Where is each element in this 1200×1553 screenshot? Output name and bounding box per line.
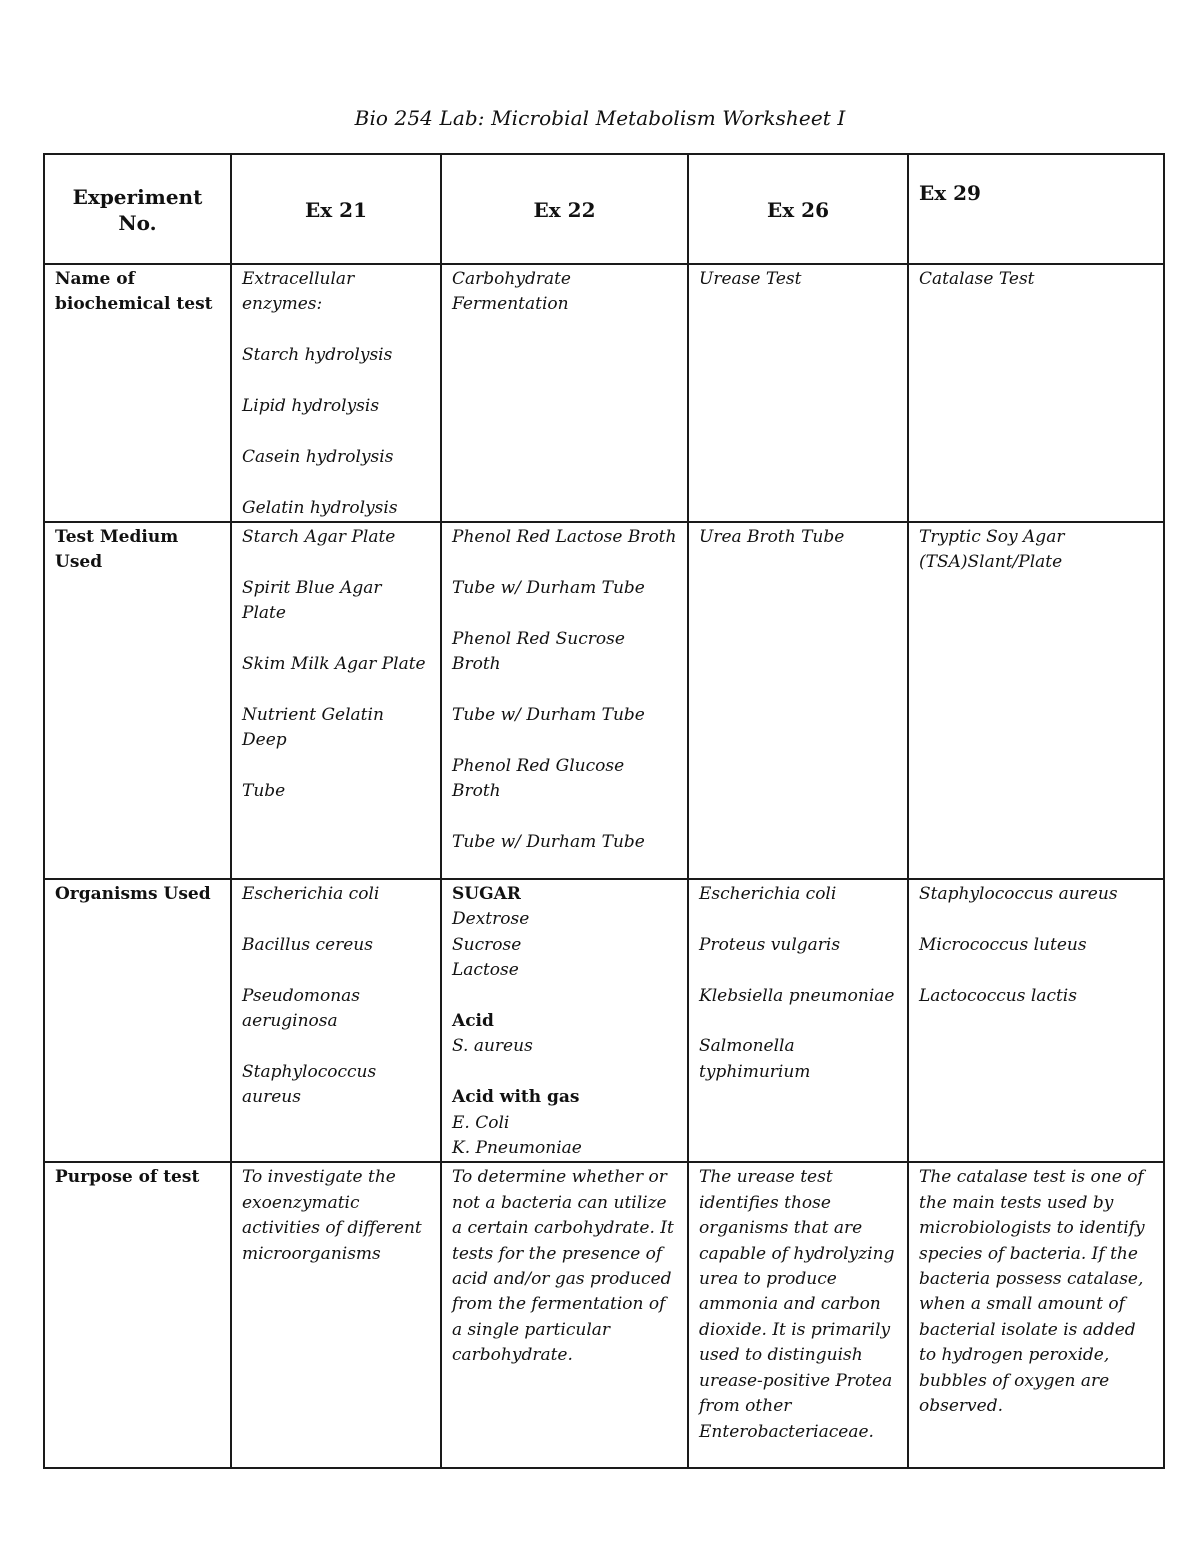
cell-line: Lipid hydrolysis — [242, 396, 380, 416]
cell-line: Escherichia coli — [242, 884, 380, 904]
cell-line: Starch Agar Plate — [242, 527, 396, 547]
acid-gas-heading: Acid with gas — [452, 1087, 580, 1108]
cell-name-ex26: Urease Test — [688, 264, 908, 522]
cell-purpose-ex26: The urease test identifies those organisms that are capable of hydrolyzing urea to produce ammonia and carbon dioxide. It is primarily used to distinguish urease-positive Protea from other Enterobacteriaceae. — [688, 1162, 908, 1468]
cell-line: Gelatin hydrolysis — [242, 497, 398, 518]
cell-line: Spirit Blue Agar Plate — [242, 577, 382, 624]
cell-line: Staphylococcus aureus — [242, 1061, 377, 1108]
row-label: Name of biochemical test — [44, 264, 231, 522]
cell-line: Escherichia coli — [699, 884, 837, 904]
cell-line: Starch hydrolysis — [242, 345, 393, 366]
header-experiment-no: Experiment No. — [44, 154, 231, 264]
cell-line: E. Coli — [452, 1112, 510, 1133]
cell-line: Casein hydrolysis — [242, 446, 394, 467]
cell-line: Tube w/ Durham Tube — [452, 831, 645, 852]
cell-purpose-ex22: To determine whether or not a bacteria can utilize a certain carbohydrate. It tests for the presence of acid and/or gas produced from the fermentation of a single particular carbohydrate. — [441, 1162, 688, 1468]
acid-heading: Acid — [452, 1011, 494, 1032]
header-row — [44, 154, 1164, 264]
cell-name-ex22: Carbohydrate Fermentation — [441, 264, 688, 522]
cell-medium-ex29: Tryptic Soy Agar (TSA)Slant/Plate — [908, 522, 1164, 879]
cell-line: Proteus vulgaris — [699, 934, 841, 955]
cell-line: Bacillus cereus — [242, 934, 373, 955]
header-ex22: Ex 22 — [441, 154, 688, 264]
cell-line: K. Pneumoniae — [452, 1138, 582, 1159]
cell-line: Nutrient Gelatin Deep — [242, 704, 384, 751]
cell-line: Staphylococcus aureus — [919, 884, 1118, 904]
row-organisms — [44, 879, 1164, 1162]
page-title: Bio 254 Lab: Microbial Metabolism Worksheet I — [354, 106, 846, 130]
sugar-heading: SUGAR — [452, 884, 521, 904]
cell-purpose-ex29: The catalase test is one of the main tests used by microbiologists to identify species of bacteria. If the bacteria possess catalase, when a small amount of bacterial isolate is added to hydrogen peroxide, bubbles of oxygen are observed. — [908, 1162, 1164, 1468]
cell-line: Extracellular enzymes: — [242, 269, 355, 315]
cell-purpose-ex21: To investigate the exoenzymatic activities of different microorganisms — [231, 1162, 441, 1468]
cell-line: Tube w/ Durham Tube — [452, 577, 645, 598]
cell-organisms-ex22 — [441, 879, 688, 1162]
row-label: Test Medium Used — [44, 522, 231, 879]
cell-line: Dextrose — [452, 909, 530, 930]
header-ex26: Ex 26 — [688, 154, 908, 264]
cell-line: Tube — [242, 781, 286, 801]
cell-line: Pseudomonas aeruginosa — [242, 985, 360, 1031]
cell-line: Lactococcus lactis — [919, 985, 1077, 1006]
cell-medium-ex21 — [231, 522, 441, 879]
cell-organisms-ex26 — [688, 879, 908, 1162]
row-purpose — [44, 1162, 1164, 1468]
cell-line: Phenol Red Sucrose Broth — [452, 628, 625, 674]
cell-organisms-ex29 — [908, 879, 1164, 1162]
header-ex21: Ex 21 — [231, 154, 441, 264]
cell-line: Micrococcus luteus — [919, 934, 1087, 955]
row-test-medium — [44, 522, 1164, 879]
cell-name-ex21 — [231, 264, 441, 522]
cell-line: Phenol Red Lactose Broth — [452, 527, 677, 547]
cell-line: Lactose — [452, 960, 519, 981]
cell-line: Klebsiella pneumoniae — [699, 985, 895, 1006]
cell-medium-ex22 — [441, 522, 688, 879]
row-label: Organisms Used — [44, 879, 231, 1162]
cell-organisms-ex21 — [231, 879, 441, 1162]
cell-line: S. aureus — [452, 1036, 533, 1057]
row-label: Purpose of test — [44, 1162, 231, 1468]
row-test-name — [44, 264, 1164, 522]
header-ex29: Ex 29 — [908, 154, 1164, 264]
cell-line: Tube w/ Durham Tube — [452, 704, 645, 725]
cell-line: Sucrose — [452, 934, 522, 955]
worksheet-table — [43, 153, 1165, 1469]
cell-name-ex29: Catalase Test — [908, 264, 1164, 522]
cell-line: Salmonella typhimurium — [699, 1036, 811, 1082]
cell-medium-ex26: Urea Broth Tube — [688, 522, 908, 879]
cell-line: Skim Milk Agar Plate — [242, 654, 426, 674]
cell-line: Phenol Red Glucose Broth — [452, 755, 625, 801]
